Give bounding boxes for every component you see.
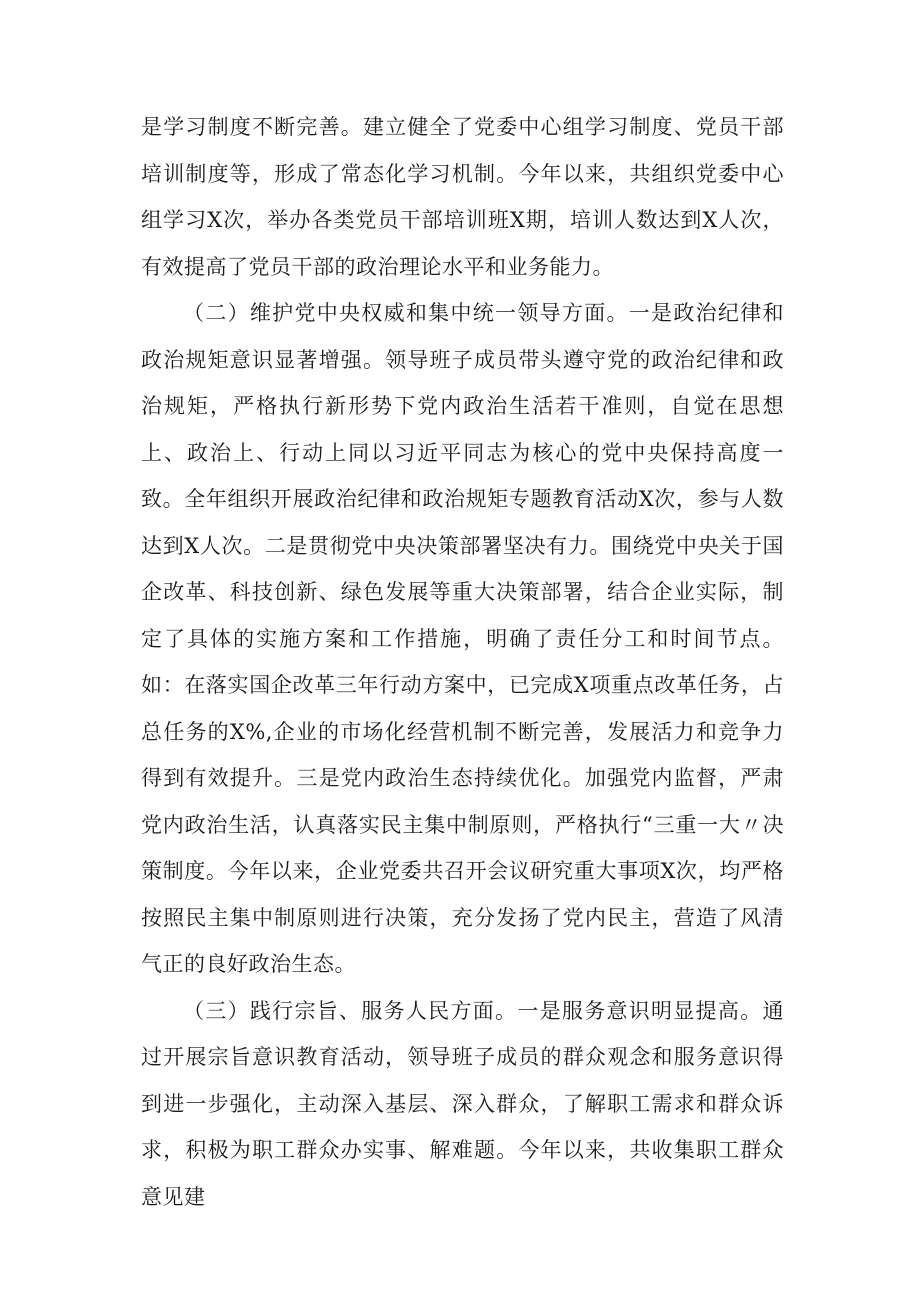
paragraph-study-system: 是学习制度不断完善。建立健全了党委中心组学习制度、党员干部培训制度等，形成了常态化学习机制。今年以来，共组织党委中心组学习X次，举办各类党员干部培训班X期，培训人数达到X人次，有效提高了党员干部的政治理论水平和业务能力。 bbox=[141, 115, 784, 279]
document-body bbox=[141, 104, 784, 1220]
paragraph-serve-people: （三）践行宗旨、服务人民方面。一是服务意识明显提高。通过开展宗旨意识教育活动，领导班子成员的群众观念和服务意识得到进一步强化，主动深入基层、深入群众，了解职工需求和群众诉求，积极为职工群众办实事、解难题。今年以来，共收集职工群众意见建 bbox=[141, 998, 784, 1209]
paragraph-party-authority: （二）维护党中央权威和集中统一领导方面。一是政治纪律和政治规矩意识显著增强。领导班子成员带头遵守党的政治纪律和政治规矩，严格执行新形势下党内政治生活若干准则，自觉在思想上、政治上、行动上同以习近平同志为核心的党中央保持高度一致。全年组织开展政治纪律和政治规矩专题教育活动X次，参与人数达到X人次。二是贯彻党中央决策部署坚决有力。围绕党中央关于国企改革、科技创新、绿色发展等重大决策部署，结合企业实际，制定了具体的实施方案和工作措施，明确了责任分工和时间节点。如：在落实国企改革三年行动方案中，已完成X项重点改革任务，占总任务的X%,企业的市场化经营机制不断完善，发展活力和竞争力得到有效提升。三是党内政治生态持续优化。加强党内监督，严肃党内政治生活，认真落实民主集中制原则，严格执行“三重一大〃决策制度。今年以来，企业党委共召开会议研究重大事项X次，均严格按照民主集中制原则进行决策，充分发扬了党内民主，营造了风清气正的良好政治生态。 bbox=[141, 301, 784, 976]
